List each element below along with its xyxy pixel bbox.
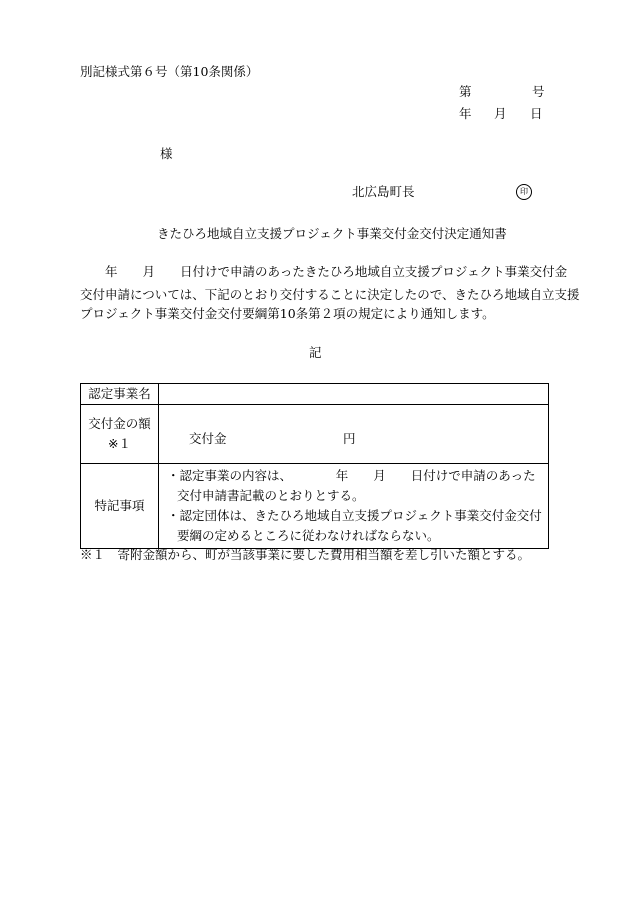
- special-note-1: ・認定事業の内容は、 年 月 日付けで申請のあった交付申請書記載のとおりとする。: [167, 468, 536, 503]
- table-row: [81, 384, 549, 405]
- date-day: 日: [530, 106, 543, 121]
- detail-table: [80, 383, 549, 549]
- footnote: ※１ 寄附金額から、町が当該事業に要した費用相当額を差し引いた額とする。: [80, 547, 531, 562]
- body-line-3: プロジェクト事業交付金交付要綱第10条第２項の規定により通知します。: [80, 306, 495, 321]
- body-line-1: 年 月 日付けで申請のあったきたひろ地域自立支援プロジェクト事業交付金: [80, 264, 568, 279]
- grant-amount-label-line2: ※１: [108, 436, 131, 451]
- special-notes-value: [159, 464, 549, 549]
- table-row: [81, 405, 549, 464]
- document-number-prefix: 第: [459, 84, 472, 99]
- special-note-2: ・認定団体は、きたひろ地域自立支援プロジェクト事業交付金交付要綱の定めるところに従わなければならない。: [167, 508, 542, 543]
- special-notes-label: 特記事項: [81, 464, 159, 549]
- body-line-2: 交付申請については、下記のとおり交付することに決定したので、きたひろ地域自立支援: [80, 287, 580, 302]
- grant-amount-label-line1: 交付金の額: [88, 416, 151, 431]
- recipient: 様: [160, 146, 173, 161]
- ki-heading: 記: [309, 345, 322, 360]
- grant-item-label: 交付金: [189, 431, 227, 446]
- document-number-suffix: 号: [532, 84, 545, 99]
- seal-stamp: 印: [516, 184, 532, 200]
- grant-amount-label: [81, 405, 159, 464]
- form-label: 別記様式第６号（第10条関係）: [80, 64, 259, 79]
- table-row: [81, 464, 549, 549]
- document-title: きたひろ地域自立支援プロジェクト事業交付金交付決定通知書: [157, 226, 507, 241]
- sender-name: 北広島町長: [352, 184, 415, 199]
- date-month: 月: [494, 106, 507, 121]
- grant-unit: 円: [343, 431, 356, 446]
- project-name-label: 認定事業名: [81, 384, 159, 405]
- grant-amount-value: [159, 405, 549, 464]
- project-name-value: [159, 384, 549, 405]
- date-year: 年: [459, 106, 472, 121]
